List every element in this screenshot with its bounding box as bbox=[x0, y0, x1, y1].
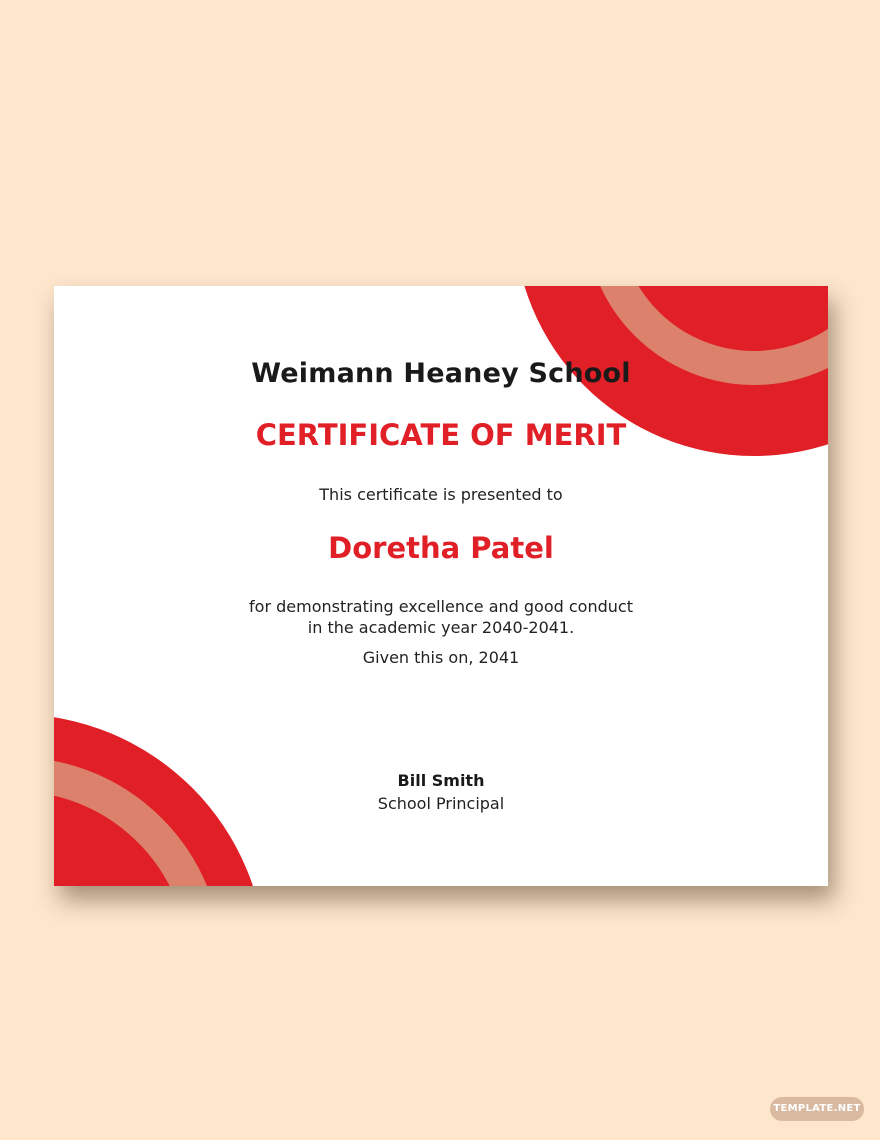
given-date-text: Given this on, 2041 bbox=[362, 648, 520, 667]
school-name: Weimann Heaney School bbox=[251, 358, 631, 389]
reason-text bbox=[54, 596, 828, 638]
recipient-name: Doretha Patel bbox=[328, 531, 554, 565]
reason-line-2: in the academic year 2040-2041. bbox=[307, 618, 575, 637]
presented-to-text: This certificate is presented to bbox=[319, 485, 563, 504]
certificate-card bbox=[54, 286, 828, 886]
certificate-title: CERTIFICATE OF MERIT bbox=[255, 418, 627, 452]
template-watermark-badge[interactable]: TEMPLATE.NET bbox=[770, 1097, 864, 1121]
reason-line-1: for demonstrating excellence and good conduct bbox=[249, 597, 633, 616]
signer-name: Bill Smith bbox=[397, 771, 485, 790]
signer-title: School Principal bbox=[377, 794, 505, 813]
